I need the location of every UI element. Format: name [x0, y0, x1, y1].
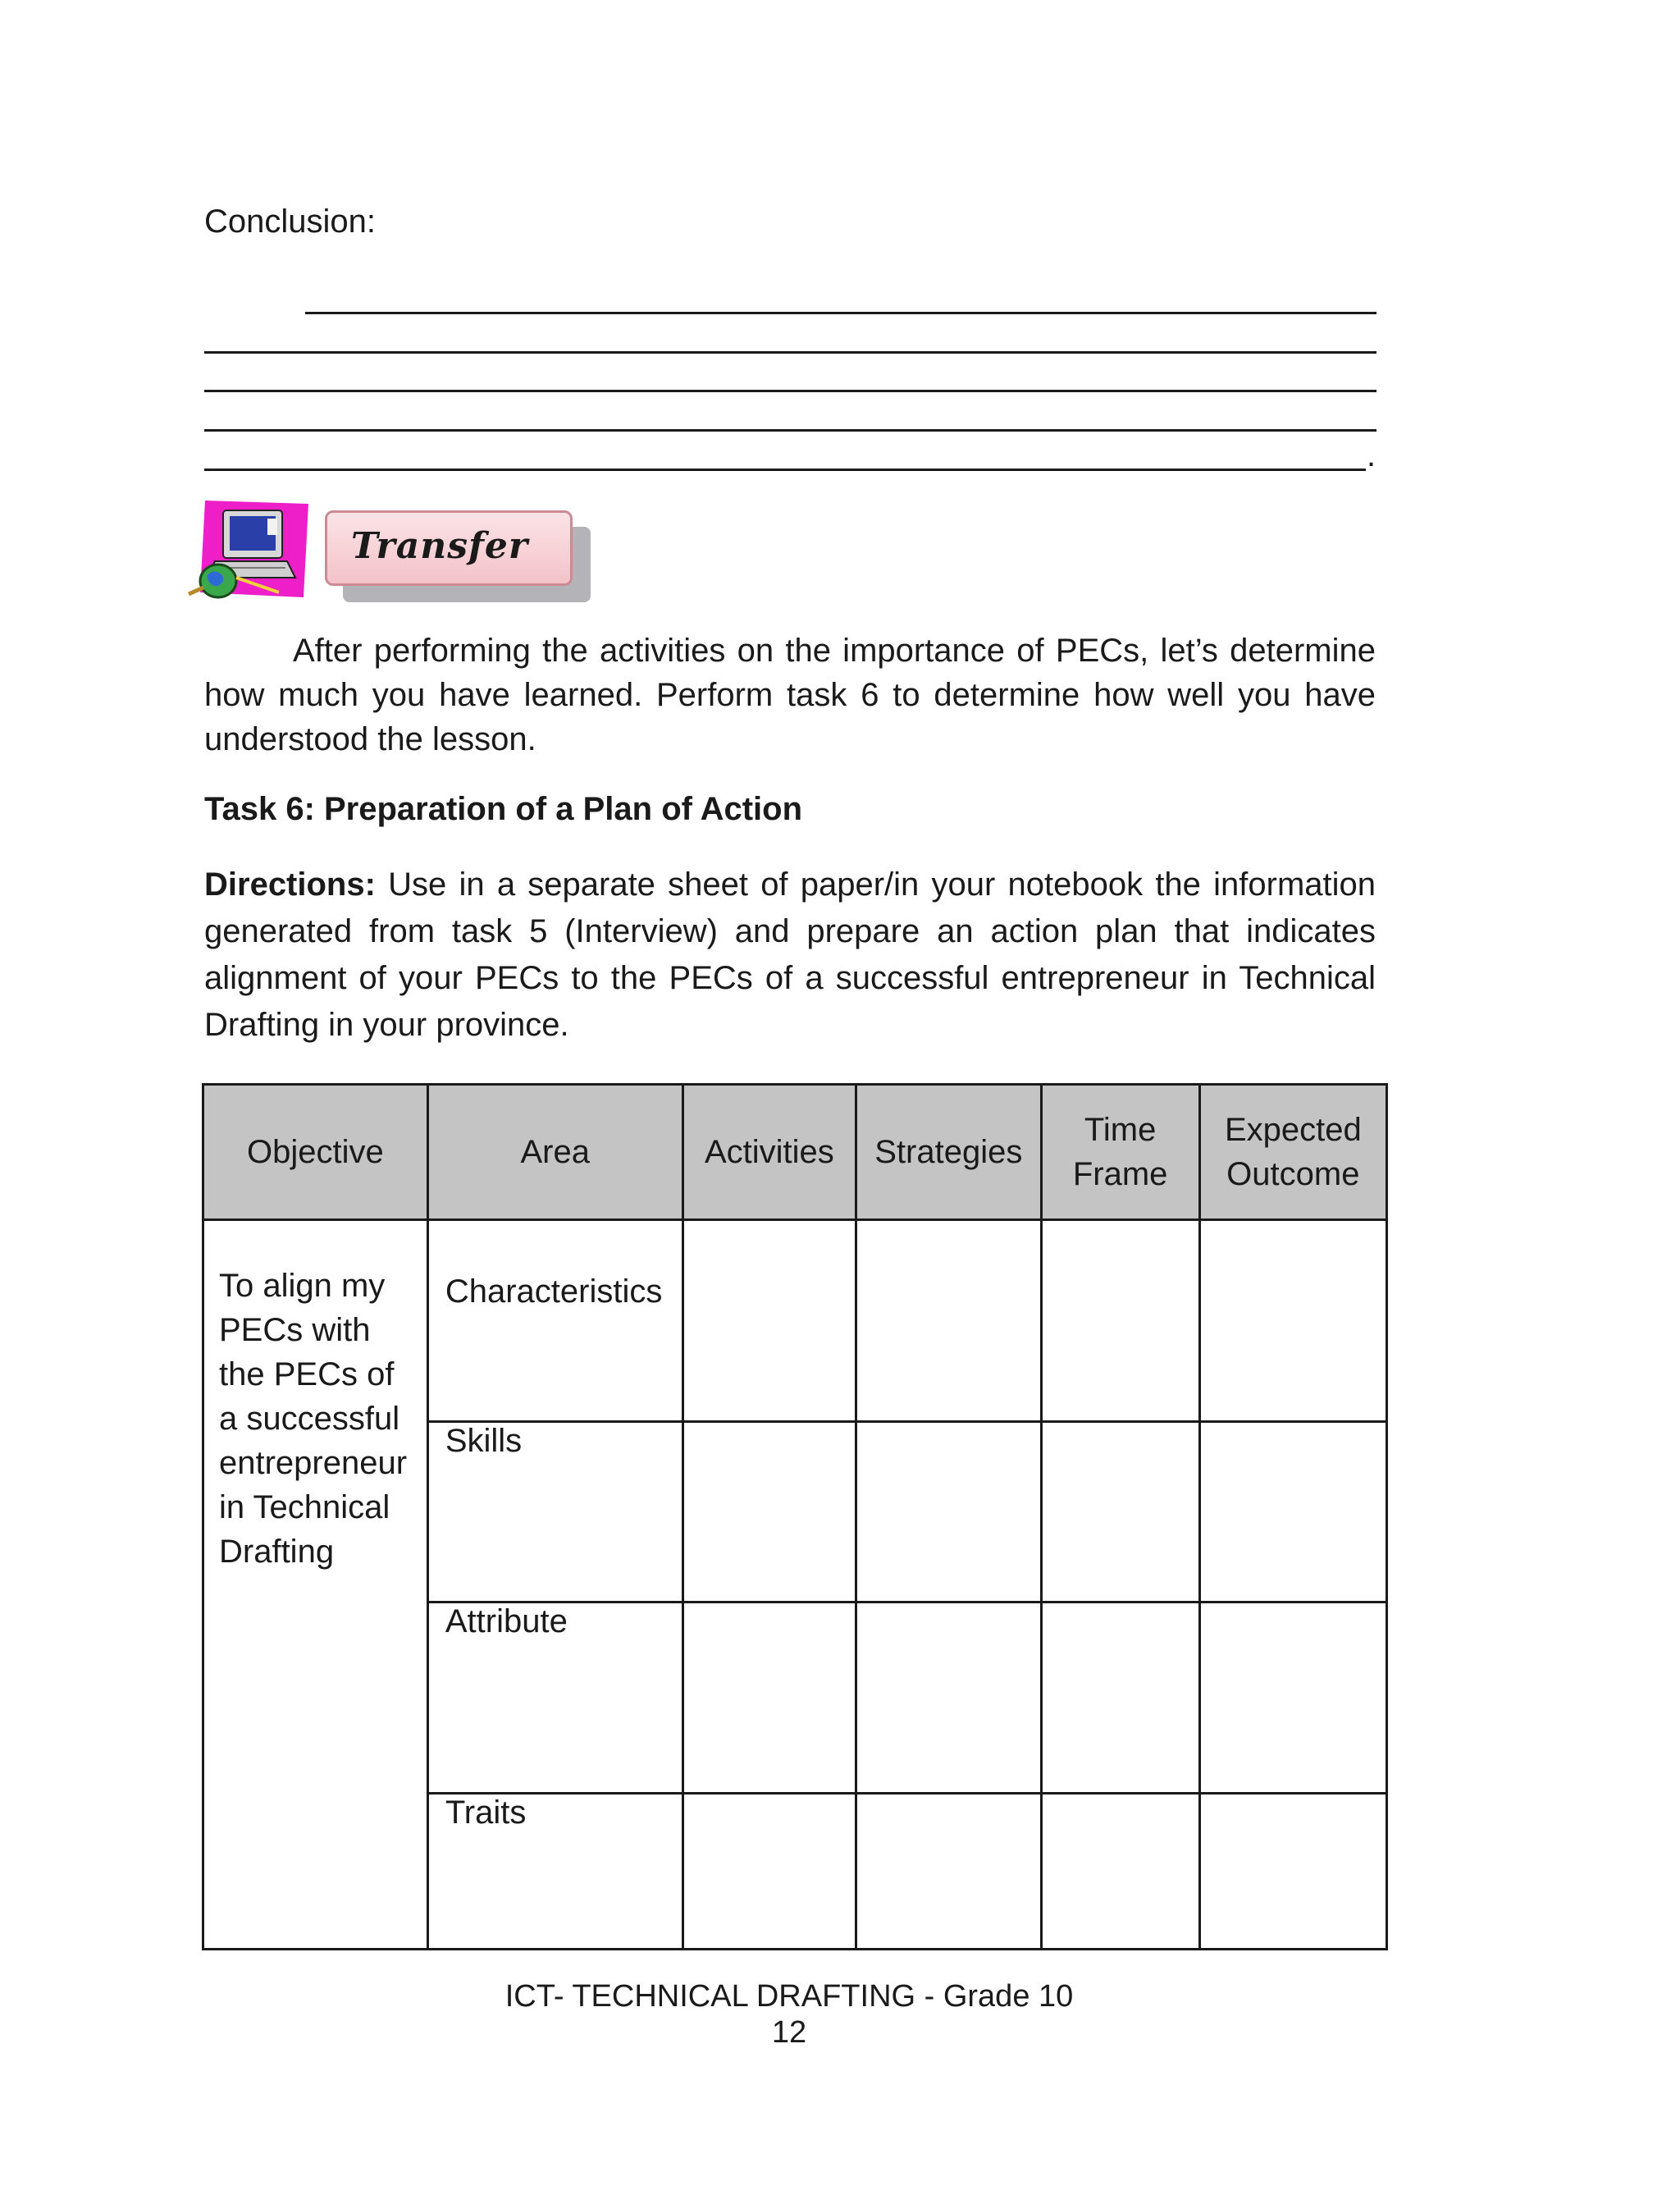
table-row	[203, 1220, 1387, 1422]
answer-line	[305, 312, 1376, 314]
answer-line	[204, 469, 1366, 471]
time-frame-cell[interactable]	[1041, 1422, 1199, 1602]
activities-cell[interactable]	[682, 1220, 856, 1422]
objective-line: the PECs of	[219, 1356, 395, 1392]
header-time-frame-line1: Time	[1084, 1112, 1157, 1148]
expected-outcome-cell[interactable]	[1199, 1794, 1386, 1950]
answer-line	[204, 351, 1376, 354]
activities-cell[interactable]	[682, 1602, 856, 1794]
page-number: 12	[771, 2015, 807, 2050]
expected-outcome-cell[interactable]	[1199, 1220, 1386, 1422]
header-time-frame	[1041, 1085, 1199, 1220]
table-header-row	[203, 1085, 1387, 1220]
answer-end-period: .	[1367, 437, 1376, 473]
header-expected-outcome	[1199, 1085, 1386, 1220]
strategies-cell[interactable]	[856, 1794, 1042, 1950]
area-cell: Characteristics	[427, 1220, 682, 1422]
activities-cell[interactable]	[682, 1422, 856, 1602]
area-cell: Attribute	[427, 1602, 682, 1794]
directions-paragraph	[204, 862, 1376, 1049]
answer-line	[204, 429, 1376, 432]
directions-text: Use in a separate sheet of paper/in your notebook the information generated from task 5 (Interview) and prepare an action plan that indicates alignment of your PECs to the PECs of a successful entrepreneur in Technical Drafting in your province.	[204, 866, 1376, 1043]
objective-cell	[203, 1220, 428, 1950]
expected-outcome-cell[interactable]	[1199, 1602, 1386, 1794]
strategies-cell[interactable]	[856, 1602, 1042, 1794]
header-activities: Activities	[682, 1085, 856, 1220]
objective-line: To align my	[219, 1268, 386, 1304]
strategies-cell[interactable]	[856, 1422, 1042, 1602]
expected-outcome-cell[interactable]	[1199, 1422, 1386, 1602]
objective-line: PECs with	[219, 1312, 371, 1348]
time-frame-cell[interactable]	[1041, 1220, 1199, 1422]
time-frame-cell[interactable]	[1041, 1602, 1199, 1794]
header-objective: Objective	[203, 1085, 428, 1220]
time-frame-cell[interactable]	[1041, 1794, 1199, 1950]
objective-line: in Technical	[219, 1489, 390, 1525]
answer-line	[204, 390, 1376, 392]
footer-title: ICT- TECHNICAL DRAFTING - Grade 10	[504, 1979, 1074, 2014]
strategies-cell[interactable]	[856, 1220, 1042, 1422]
activities-cell[interactable]	[682, 1794, 856, 1950]
header-expected-outcome-line1: Expected	[1224, 1112, 1362, 1148]
directions-label: Directions:	[204, 866, 376, 903]
objective-line: a successful	[219, 1401, 400, 1437]
objective-line: entrepreneur	[219, 1445, 408, 1481]
header-expected-outcome-line2: Outcome	[1226, 1156, 1360, 1192]
transfer-heading: Transfer	[351, 525, 529, 567]
header-area: Area	[427, 1085, 682, 1220]
area-cell: Skills	[427, 1422, 682, 1602]
header-time-frame-line2: Frame	[1072, 1156, 1168, 1192]
header-strategies: Strategies	[856, 1085, 1042, 1220]
conclusion-label: Conclusion:	[204, 203, 377, 240]
area-cell: Traits	[427, 1794, 682, 1950]
computer-clipart-icon	[182, 496, 312, 602]
objective-line: Drafting	[219, 1534, 335, 1570]
intro-paragraph: After performing the activities on the importance of PECs, let’s determine how much you have learned. Perform task 6 to determine how well you have understood the lesson.	[204, 633, 1376, 757]
task-title: Task 6: Preparation of a Plan of Action	[204, 791, 803, 827]
action-plan-table	[202, 1083, 1388, 1950]
